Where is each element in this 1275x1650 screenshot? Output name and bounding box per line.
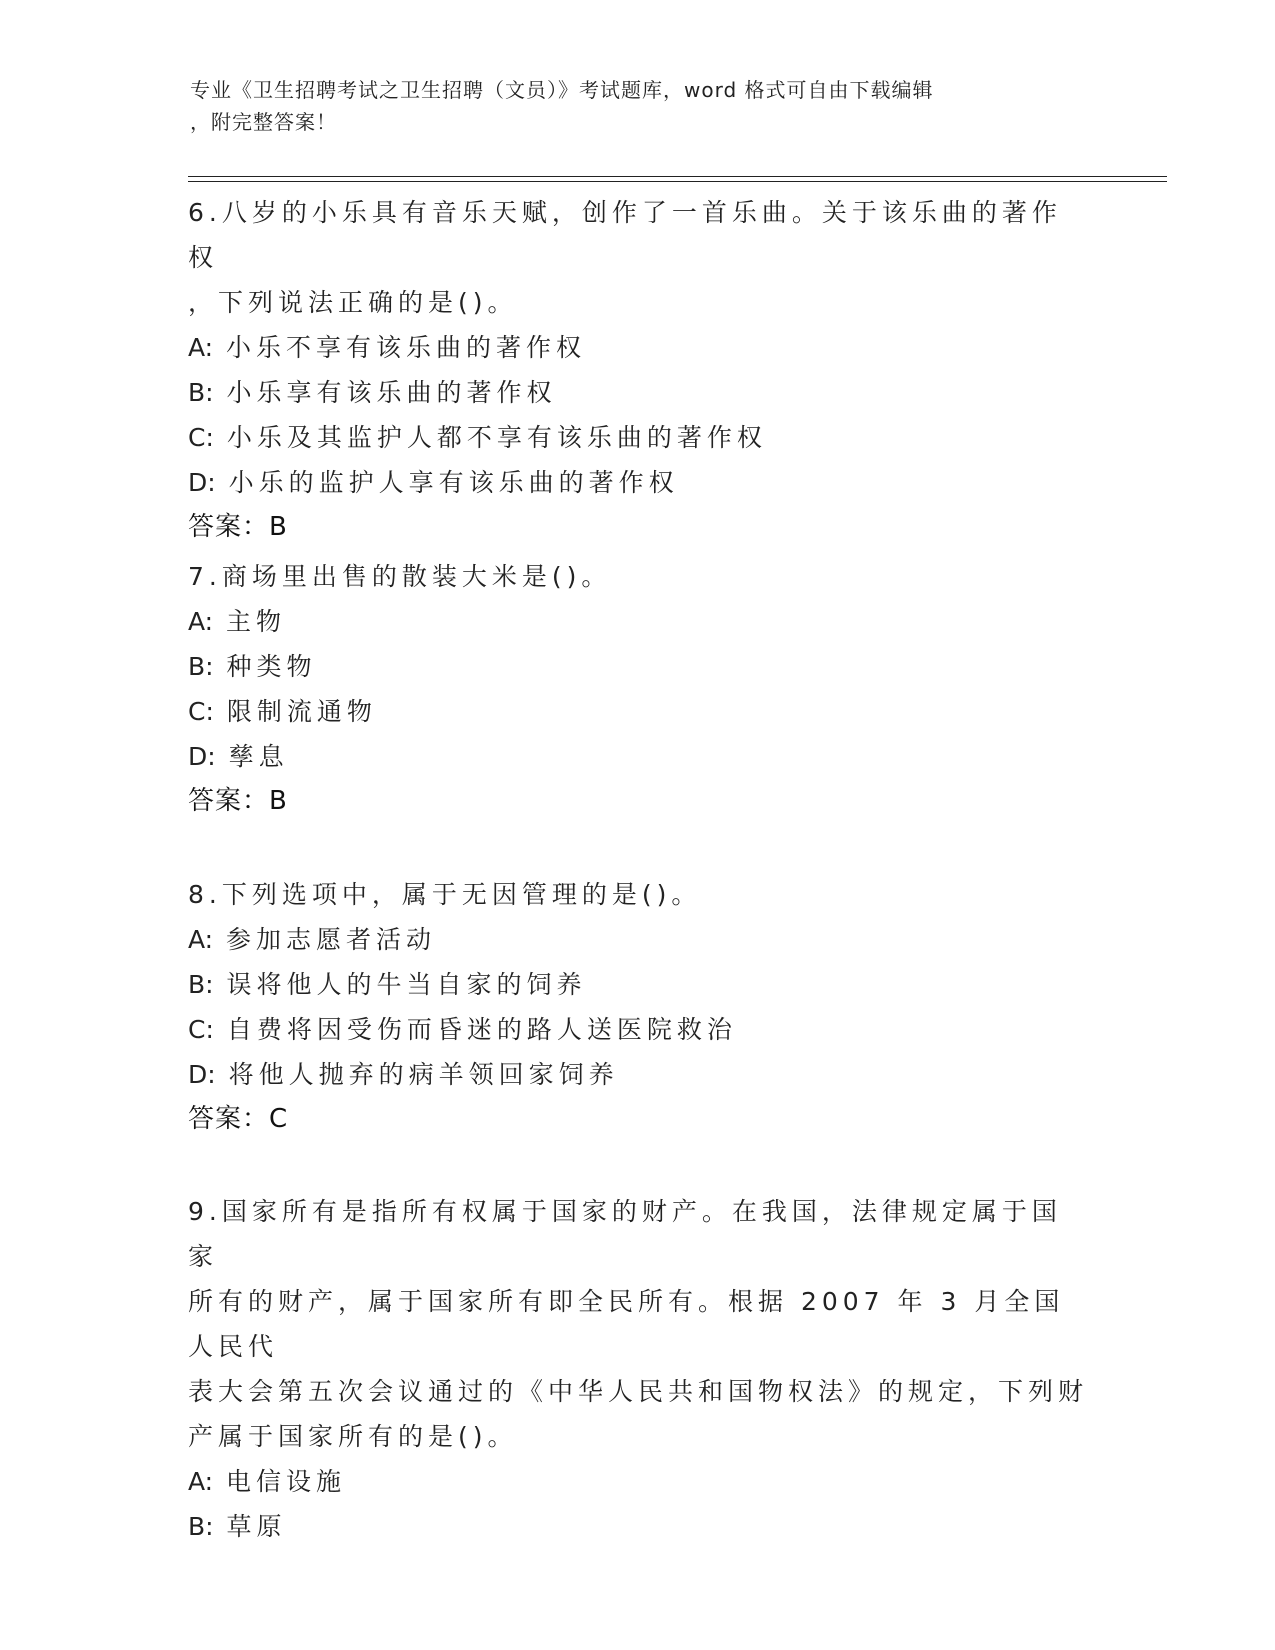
option-b <box>188 370 1088 415</box>
header-divider-bottom <box>188 181 1167 182</box>
option-letter: B: <box>188 652 214 681</box>
option-letter: A: <box>188 333 214 362</box>
option-text: 小乐及其监护人都不享有该乐曲的著作权 <box>226 423 767 452</box>
header-divider-top <box>188 176 1167 177</box>
option-letter: A: <box>188 1467 214 1496</box>
question-8 <box>188 872 1088 1142</box>
option-text: 小乐的监护人享有该乐曲的著作权 <box>228 468 679 497</box>
header-line-2: ，附完整答案！ <box>190 110 337 134</box>
header-line-1: 专业《卫生招聘考试之卫生招聘（文员）》考试题库，word 格式可自由下载编辑 <box>190 78 934 102</box>
option-letter: A: <box>188 607 214 636</box>
option-text: 限制流通物 <box>226 697 377 726</box>
option-c <box>188 415 1088 460</box>
option-text: 自费将因受伤而昏迷的路人送医院救治 <box>226 1015 737 1044</box>
option-text: 草原 <box>226 1512 287 1541</box>
option-a <box>188 1459 1088 1504</box>
option-a <box>188 325 1088 370</box>
option-letter: C: <box>188 1015 214 1044</box>
option-text: 电信设施 <box>226 1467 347 1496</box>
option-a <box>188 917 1088 962</box>
question-stem-line: 8.下列选项中，属于无因管理的是()。 <box>188 880 702 909</box>
question-stem-line: 表大会第五次会议通过的《中华人民共和国物权法》的规定，下列财 <box>188 1377 1089 1406</box>
option-text: 将他人抛弃的病羊领回家饲养 <box>228 1060 619 1089</box>
answer: 答案：C <box>188 1104 289 1134</box>
option-d <box>188 1052 1088 1097</box>
option-letter: D: <box>188 468 216 497</box>
option-letter: B: <box>188 970 214 999</box>
option-b <box>188 644 1088 689</box>
question-7 <box>188 554 1088 824</box>
question-stem-line: 所有的财产，属于国家所有即全民所有。根据 2007 年 3 月全国人民代 <box>188 1287 1065 1361</box>
option-text: 主物 <box>226 607 287 636</box>
answer: 答案：B <box>188 512 288 542</box>
option-letter: C: <box>188 697 214 726</box>
question-stem-line: 产属于国家所有的是()。 <box>188 1422 518 1451</box>
option-b <box>188 962 1088 1007</box>
question-6 <box>188 190 1088 550</box>
option-text: 小乐不享有该乐曲的著作权 <box>226 333 587 362</box>
option-c <box>188 689 1088 734</box>
option-letter: D: <box>188 1060 216 1089</box>
option-text: 参加志愿者活动 <box>226 925 437 954</box>
option-letter: B: <box>188 378 214 407</box>
option-a <box>188 599 1088 644</box>
option-text: 小乐享有该乐曲的著作权 <box>226 378 557 407</box>
answer: 答案：B <box>188 786 288 816</box>
option-d <box>188 734 1088 779</box>
option-letter: B: <box>188 1512 214 1541</box>
option-c <box>188 1007 1088 1052</box>
option-b <box>188 1504 1088 1549</box>
question-9 <box>188 1189 1088 1549</box>
option-letter: C: <box>188 423 214 452</box>
question-stem-line: 7.商场里出售的散装大米是()。 <box>188 562 612 591</box>
question-stem-line: ，下列说法正确的是()。 <box>188 288 518 317</box>
option-text: 误将他人的牛当自家的饲养 <box>226 970 587 999</box>
option-letter: A: <box>188 925 214 954</box>
question-stem-line: 6.八岁的小乐具有音乐天赋，创作了一首乐曲。关于该乐曲的著作权 <box>188 198 1062 272</box>
option-letter: D: <box>188 742 216 771</box>
question-stem-line: 9.国家所有是指所有权属于国家的财产。在我国，法律规定属于国家 <box>188 1197 1062 1271</box>
document-header <box>190 74 1090 138</box>
option-text: 种类物 <box>226 652 317 681</box>
option-text: 孳息 <box>228 742 289 771</box>
option-d <box>188 460 1088 505</box>
